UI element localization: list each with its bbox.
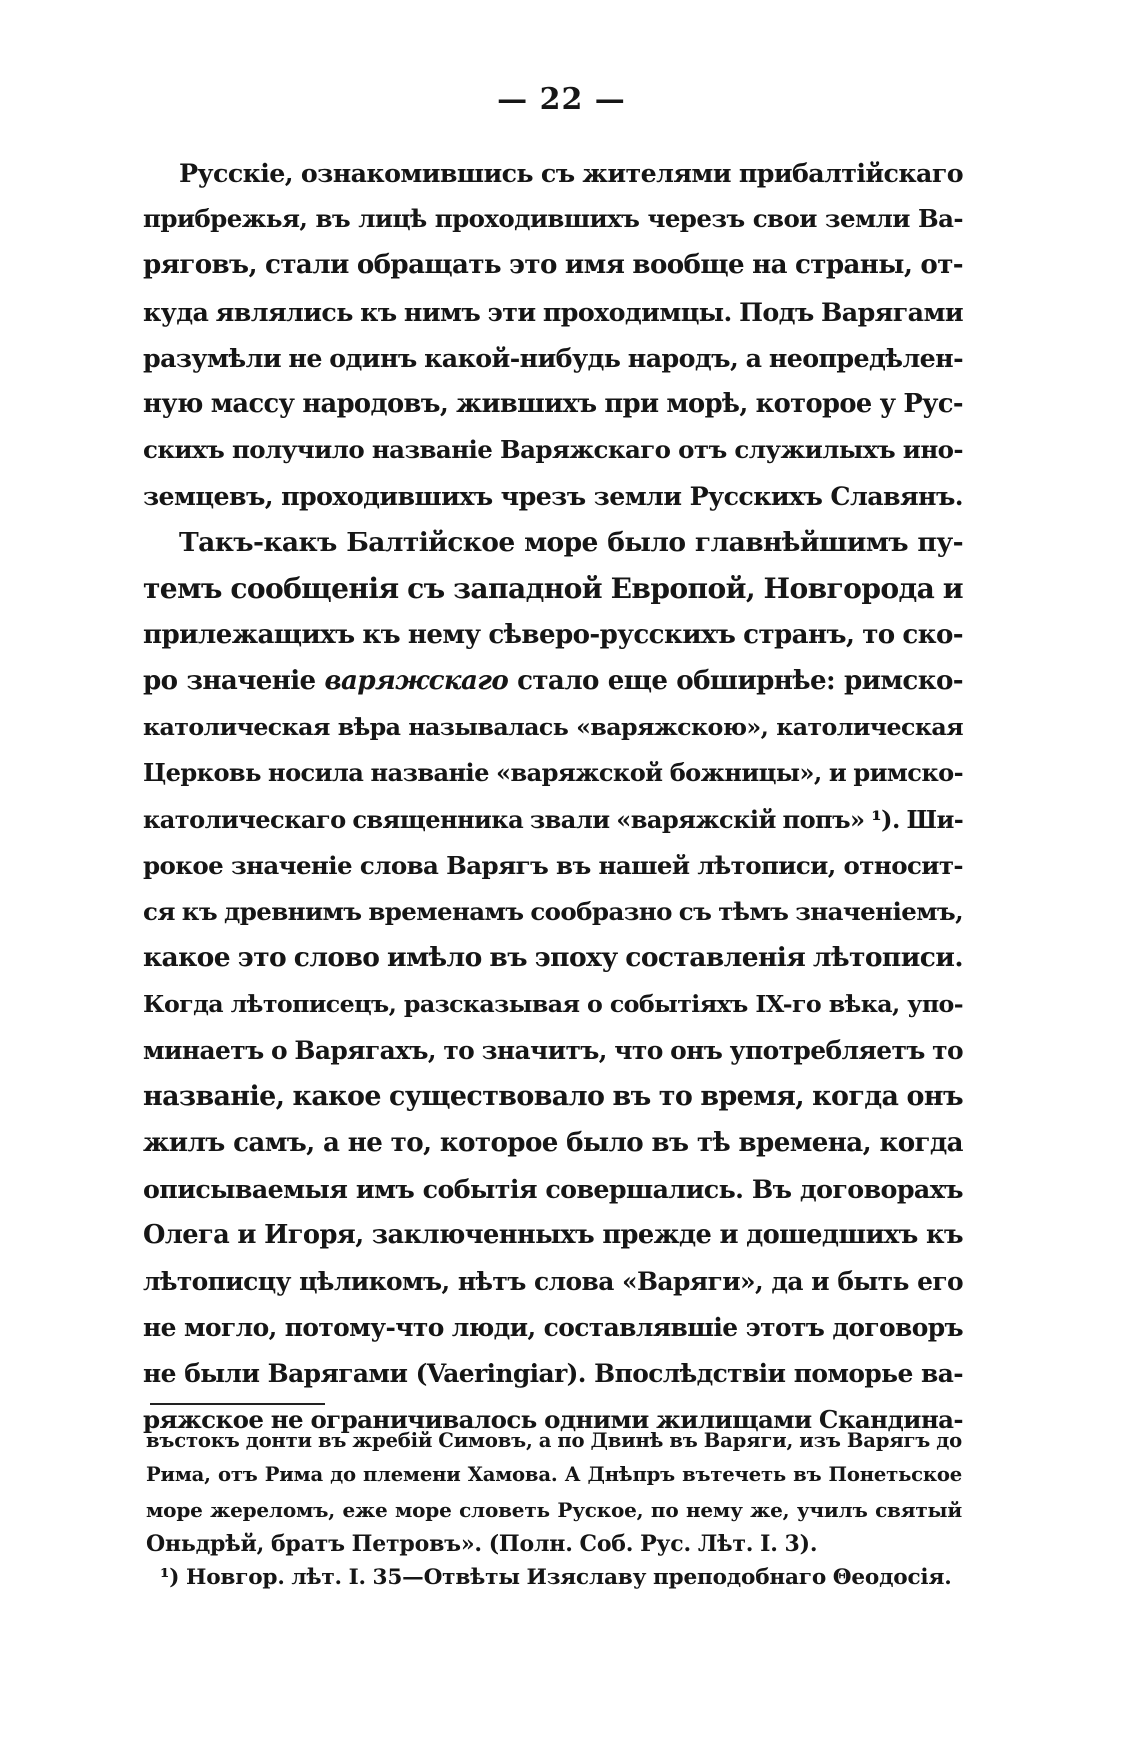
body-line: Церковь носила названіе «варяжской божницы», и римско- (143, 758, 963, 788)
body-line: ряговъ, стали обращать это имя вообще на страны, от- (143, 249, 963, 281)
italic-word: варяжскаго (324, 665, 509, 697)
body-line: рокое значеніе слова Варягъ въ нашей лѣтописи, относит- (143, 850, 963, 880)
body-line: ряжское не ограничивалось одними жилищами Скандина- (143, 1405, 963, 1435)
body-line: земцевъ, проходившихъ чрезъ земли Русскихъ Славянъ. (143, 481, 963, 512)
footnote-line: въстокъ донти въ жребій Симовъ, а по Двинѣ въ Варяги, изъ Варягъ до (146, 1429, 962, 1452)
body-line: описываемыя имъ событія совершались. Въ договорахъ (143, 1174, 963, 1205)
body-line: разумѣли не одинъ какой-нибудь народъ, а неопредѣлен- (143, 342, 963, 373)
body-line: ся къ древнимъ временамъ сообразно съ тѣмъ значеніемъ, (143, 897, 964, 926)
body-line: лѣтописцу цѣликомъ, нѣтъ слова «Варяги», да и быть его (143, 1266, 963, 1296)
body-line: католическая вѣра называлась «варяжскою», католическая (143, 713, 963, 742)
body-line: Русскіе, ознакомившись съ жителями прибалтійскаго (179, 158, 963, 188)
body-line: скихъ получило названіе Варяжскаго отъ служилыхъ ино- (143, 435, 963, 465)
body-line: прибрежья, въ лицѣ проходившихъ черезъ свои земли Ва- (143, 204, 963, 234)
page-number: — 22 — (497, 82, 626, 117)
footnote-line: Рима, отъ Рима до племени Хамова. А Днѣпръ вътечеть въ Понетьское (146, 1463, 962, 1487)
text-run: ро значеніе (143, 665, 325, 697)
footnote-line: Оньдрѣй, братъ Петровъ». (Полн. Соб. Рус. Лѣт. I. 3). (146, 1530, 818, 1557)
body-line: жилъ самъ, а не то, которое было въ тѣ времена, когда (143, 1126, 963, 1158)
body-line: куда являлись къ нимъ эти проходимцы. Подъ Варягами (143, 296, 963, 327)
body-line: какое это слово имѣло въ эпоху составленія лѣтописи. (143, 942, 963, 974)
footnote-line: море жереломъ, еже море словеть Руское, по нему же, училъ святый (146, 1497, 962, 1522)
text-run: стало еще обширнѣе: римско- (508, 665, 963, 697)
footnote-separator (150, 1403, 325, 1405)
body-line: Олега и Игоря, заключенныхъ прежде и дошедшихъ къ (143, 1220, 963, 1251)
body-line: прилежащихъ къ нему сѣверо-русскихъ странъ, то ско- (143, 618, 963, 650)
body-text (143, 150, 963, 1443)
body-line: темъ сообщенія съ западной Европой, Новгорода и (143, 571, 963, 605)
body-line: названіе, какое существовало въ то время, когда онъ (143, 1080, 963, 1112)
body-line-with-italic (143, 658, 963, 704)
body-line: не могло, потому-что люди, составлявшіе этотъ договоръ (143, 1312, 963, 1342)
body-line: католическаго священника звали «варяжскій попъ» ¹). Ши- (143, 804, 964, 834)
body-line: ную массу народовъ, жившихъ при морѣ, которое у Рус- (143, 388, 963, 419)
body-line: минаетъ о Варягахъ, то значитъ, что онъ употребляетъ то (143, 1035, 963, 1065)
body-line: Когда лѣтописецъ, разсказывая о событіяхъ IX-го вѣка, упо- (143, 990, 963, 1019)
footnote-1: ¹) Новгор. лѣт. I. 35—Отвѣты Изяславу преподобнаго Θеодосія. (160, 1565, 952, 1591)
body-line: не были Варягами (Vaeringiar). Впослѣдствіи поморье ва- (143, 1358, 963, 1388)
body-line: Такъ-какъ Балтійское море было главнѣйшимъ пу- (179, 526, 963, 558)
footnotes (146, 1424, 962, 1595)
